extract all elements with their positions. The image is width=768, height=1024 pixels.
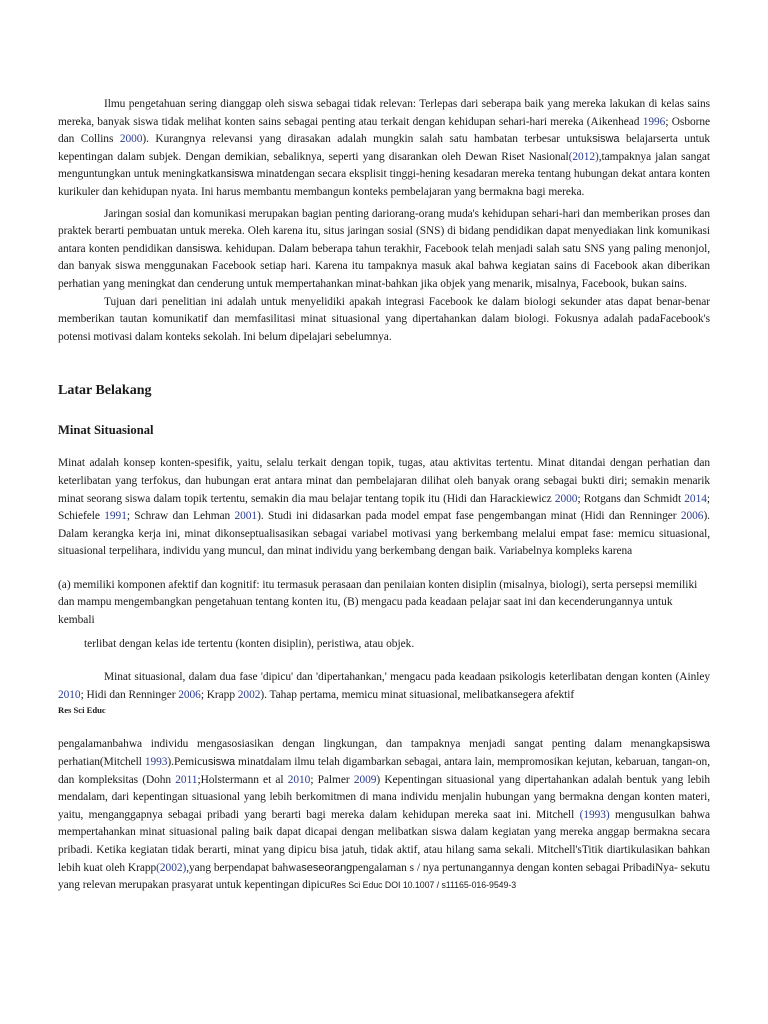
- inline-term: seseorang: [301, 861, 353, 874]
- citation-link: 2001: [234, 510, 258, 523]
- citation-link: 2000: [119, 133, 143, 146]
- text-run: ; Osborne dan Collins: [58, 115, 711, 146]
- subsection-heading: Minat Situasional: [58, 423, 154, 438]
- text-run: ; Palmer: [310, 773, 354, 786]
- citation-link: 2010: [287, 773, 311, 786]
- text-run: ; Hidi dan Renninger: [80, 688, 179, 701]
- citation-link: (2002): [156, 861, 187, 874]
- inline-term: siswa: [192, 242, 220, 255]
- intro-paragraph-2: [58, 206, 710, 294]
- text-run: Tujuan dari penelitian ini adalah untuk menyelidiki apakah integrasi Facebook ke dalam biologi sekunder atas dapat benar-benar memberikan tautan komunikatif dan memfasilitasi minat situasional yang dipertahankan dalam biologi. Fokusnya adalah padaFacebook's potensi motivasi dalam konteks sekolah. Ini belum dipelajari sebelumnya.: [58, 295, 710, 343]
- text-run: belajarserta untuk kepentingan dalam subjek. Dengan demikian, sebaliknya, seperti yang disarankan oleh Dewan Riset Nasional: [58, 133, 710, 163]
- text-run: perhatian(Mitchell: [58, 756, 145, 769]
- text-run: ,tampaknya jalan sangat menguntungkan untuk meningkatkan: [58, 150, 710, 181]
- inline-term: siswa: [207, 756, 236, 769]
- inline-term: siswa: [682, 738, 710, 751]
- citation-link: 2009: [353, 773, 377, 786]
- text-run: pengalaman s / nya pertunangannya dengan konten sebagai PribadiNya- sekutu yang relevan merupakan prasyarat untuk kepentingan dipicu: [58, 861, 710, 892]
- text-run: Jaringan sosial dan komunikasi merupakan bagian penting dariorang-orang muda's kehidupan sehari-hari dan memberikan proses dan praktek berarti pembuatan untuk mereka. Oleh karena itu, situs jaringan sosial (SNS) di bidang pendidikan dapat menyediakan link komunikasi antara konten pendidikan dan: [58, 207, 710, 255]
- text-run: ;Holstermann et al: [197, 773, 288, 786]
- text-run: Ilmu pengetahuan sering dianggap oleh siswa sebagai tidak relevan: Terlepas dari seberapa baik yang mereka lakukan di kelas sains mereka, banyak siswa tidak melihat konten sains sebagai penting atau terkait dengan kehidupan sehari-hari mereka (Aikenhead: [58, 98, 710, 128]
- minat-paragraph-1: [58, 455, 710, 561]
- text-run: minatdalam ilmu telah digambarkan sebagai, antara lain, mempromosikan kejutan, kebaruan, tangan-on, dan kompleksitas (Dohn: [58, 756, 710, 786]
- text-run: ; Rotgans dan Schmidt: [577, 492, 685, 505]
- citation-link: 1991: [104, 510, 127, 523]
- citation-link: 2011: [175, 773, 198, 786]
- section-heading: Latar Belakang: [58, 383, 152, 399]
- text-run: ; Schiefele: [58, 492, 710, 523]
- citation-link: 2014: [684, 492, 707, 505]
- document-page: [58, 96, 710, 895]
- text-run: ,yang berpendapat bahwa: [186, 861, 302, 874]
- citation-link: (2012): [568, 150, 599, 163]
- text-run: pengalamanbahwa individu mengasosiasikan dengan lingkungan, dan tampaknya menjadi sangat penting dalam menangkap: [58, 738, 683, 751]
- citation-link: (1993): [579, 808, 610, 821]
- citation-link: 1996: [642, 115, 666, 128]
- inline-term: siswa: [226, 168, 254, 181]
- text-run: ). Dalam kerangka kerja ini, minat dikonseptualisasikan sebagai variabel motivasi yang berkembang melalui empat fase: memicu situasional, situasional terpelihara, individu yang muncul, dan minat individu yang berkembang dengan baik. Variabelnya kompleks karena: [58, 510, 710, 558]
- text-run: ). Kurangnya relevansi yang dirasakan adalah mungkin salah satu hambatan terbesar untuk: [142, 133, 593, 146]
- citation-link: 2000: [554, 492, 578, 505]
- list-item-b: terlibat dengan kelas ide tertentu (konten disiplin), peristiwa, atau objek.: [84, 637, 415, 650]
- text-run: minatdengan secara eksplisit tinggi-hening kesadaran mereka tentang hubungan dekat antara konten kurikuler dan kehidupan nyata. Ini harus membantu membangun konteks pembelajaran yang bermakna bagi mereka.: [58, 168, 710, 198]
- intro-paragraph-3: [58, 294, 710, 347]
- minat-paragraph-3: [58, 736, 710, 894]
- text-run: ) Kepentingan situasional yang dipertahankan adalah bentuk yang lebih mendalam, dari kepentingan situasional yang lebih berkomitmen di mana individu menjalin hubungan yang bermakna dengan konten materi, yaitu, menganggapnya sebagai pribadi yang berarti bagi mereka dalam kehidupan mereka saat ini. Mitchell: [58, 773, 710, 821]
- text-run: ; Schraw dan Lehman: [126, 510, 235, 523]
- text-run: ).Pemicu: [167, 756, 208, 769]
- text-run: Minat situasional, dalam dua fase 'dipicu' dan 'dipertahankan,' mengacu pada keadaan psikologis keterlibatan dengan konten (Ainley: [104, 671, 710, 684]
- text-run: mengusulkan bahwa mempertahankan minat situasional paling baik dapat dicapai dengan melibatkan siswa dalam kegiatan yang mereka anggap bermakna secara pribadi. Ketika kegiatan tidak berarti, minat yang dipicu bisa jatuh, tidak aktif, atau hilang sama sekali. Mitchell'sTitik diartikulasikan bahkan lebih kuat oleh Krapp: [58, 808, 710, 874]
- running-head: Res Sci Educ: [58, 705, 106, 716]
- text-run: Minat adalah konsep konten-spesifik, yaitu, selalu terkait dengan topik, tugas, atau aktivitas tertentu. Minat ditandai dengan perhatian dan keterlibatan yang terfokus, dan hubungan erat antara minat dan pembelajaran dilihat oleh banyak orang sebagai bukti diri; semakin menarik minat seorang siswa dalam topik tertentu, semakin dia mau belajar tentang topik itu (Hidi dan Harackiewicz: [58, 457, 710, 505]
- inline-term: siswa: [592, 133, 620, 146]
- citation-link: 2006: [178, 688, 201, 701]
- intro-paragraph-1: [58, 96, 710, 202]
- text-run: . kehidupan. Dalam beberapa tahun terakhir, Facebook telah menjadi salah satu SNS yang paling menonjol, dan banyak siswa menggunakan Facebook setiap hari. Karena itu tampaknya masuk akal bahwa kegiatan sains di Facebook akan diberikan perhatian yang meningkat dan cenderung untuk mempertahankan minat-bahkan jika objek yang menarik, misalnya, Facebook, bukan sains.: [58, 242, 710, 290]
- minat-paragraph-2: [58, 669, 710, 704]
- text-run: ). Studi ini didasarkan pada model empat fase pengembangan minat (Hidi dan Renninger: [257, 510, 681, 523]
- citation-link: 1993: [144, 756, 168, 769]
- citation-link: 2002: [237, 688, 261, 701]
- doi-note: Res Sci Educ DOI: [330, 880, 401, 891]
- list-item-a: (a) memiliki komponen afektif dan kognitif: itu termasuk perasaan dan penilaian konten disiplin (misalnya, biologi), serta persepsi memiliki dan mampu mengembangkan pengetahuan tentang konten itu, (B) mengacu pada keadaan pelajar saat ini dan kecenderungannya untuk kembali: [58, 578, 698, 627]
- citation-link: 2006: [680, 510, 704, 523]
- text-run: ; Krapp: [200, 688, 238, 701]
- text-run: ). Tahap pertama, memicu minat situasional, melibatkansegera afektif: [260, 688, 575, 701]
- citation-link: 2010: [58, 688, 81, 701]
- doi-note: 10.1007 / s11165-016-9549-3: [400, 880, 517, 891]
